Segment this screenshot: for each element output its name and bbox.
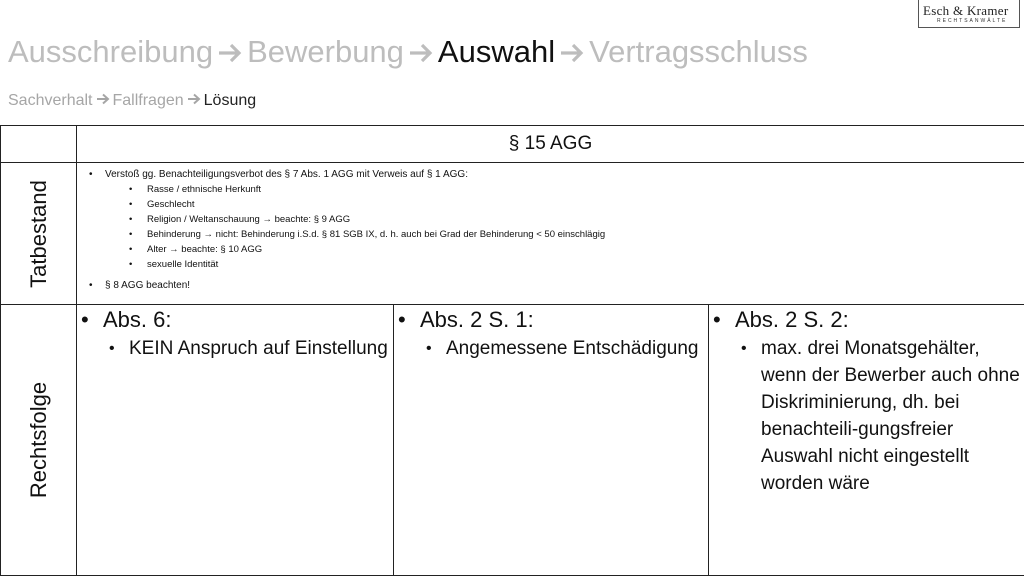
col-text: • max. drei Monatsgehälter, wenn der Bewerber auch ohne Diskriminierung, dh. bei benachteili-gungsfreier Auswahl nicht eingestellt worden wäre — [709, 335, 1024, 497]
col-text: • Angemessene Entschädigung — [394, 335, 708, 362]
title-step-4: Vertragsschluss — [589, 34, 808, 69]
arrow-right-icon — [96, 92, 110, 110]
arrow-right-icon — [559, 36, 585, 72]
title-step-3-active: Auswahl — [437, 34, 556, 69]
list-item: • Verstoß gg. Benachteiligungsverbot des § 7 Abs. 1 AGG mit Verweis auf § 1 AGG: — [77, 167, 1024, 182]
table-header: § 15 AGG — [77, 126, 1024, 163]
subtitle-step-3-active: Lösung — [203, 92, 257, 110]
col-text: • KEIN Anspruch auf Einstellung — [77, 335, 393, 362]
list-item: • Geschlecht — [77, 197, 1024, 212]
tatbestand-list — [77, 167, 1024, 293]
col-heading: • Abs. 2 S. 1: — [394, 305, 708, 335]
rechtsfolge-col-3 — [709, 305, 1024, 576]
arrow-right-icon — [217, 36, 243, 72]
list-item: • Rasse / ethnische Herkunft — [77, 182, 1024, 197]
tatbestand-content — [77, 163, 1024, 305]
logo-name: Esch & Kramer — [923, 3, 1009, 18]
arrow-right-icon — [187, 92, 201, 110]
row-label-cell — [1, 163, 77, 305]
company-logo — [918, 0, 1020, 28]
list-item: • Behinderung → nicht: Behinderung i.S.d. § 81 SGB IX, d. h. auch bei Grad der Behinderung < 50 einschlägig — [77, 227, 1024, 242]
agg-table — [0, 125, 1024, 576]
list-item: • § 8 AGG beachten! — [77, 278, 1024, 293]
col-heading: • Abs. 2 S. 2: — [709, 305, 1024, 335]
page-subtitle — [8, 92, 256, 110]
arrow-right-icon — [408, 36, 434, 72]
list-item: • Alter → beachte: § 10 AGG — [77, 242, 1024, 257]
list-item: • sexuelle Identität — [77, 257, 1024, 272]
row-label-cell — [1, 305, 77, 576]
col-heading: • Abs. 6: — [77, 305, 393, 335]
list-item: • Religion / Weltanschauung → beachte: § 9 AGG — [77, 212, 1024, 227]
row-label-tatbestand: Tatbestand — [25, 179, 51, 288]
subtitle-step-1: Sachverhalt — [8, 92, 93, 110]
rechtsfolge-col-2 — [394, 305, 709, 576]
table-corner-cell — [1, 126, 77, 163]
rechtsfolge-col-1 — [77, 305, 394, 576]
logo-subtitle: RECHTSANWÄLTE — [937, 18, 1008, 24]
subtitle-step-2: Fallfragen — [112, 92, 184, 110]
page-title — [8, 34, 808, 72]
row-label-rechtsfolge: Rechtsfolge — [25, 381, 51, 499]
title-step-2: Bewerbung — [247, 34, 404, 69]
title-step-1: Ausschreibung — [8, 34, 214, 69]
